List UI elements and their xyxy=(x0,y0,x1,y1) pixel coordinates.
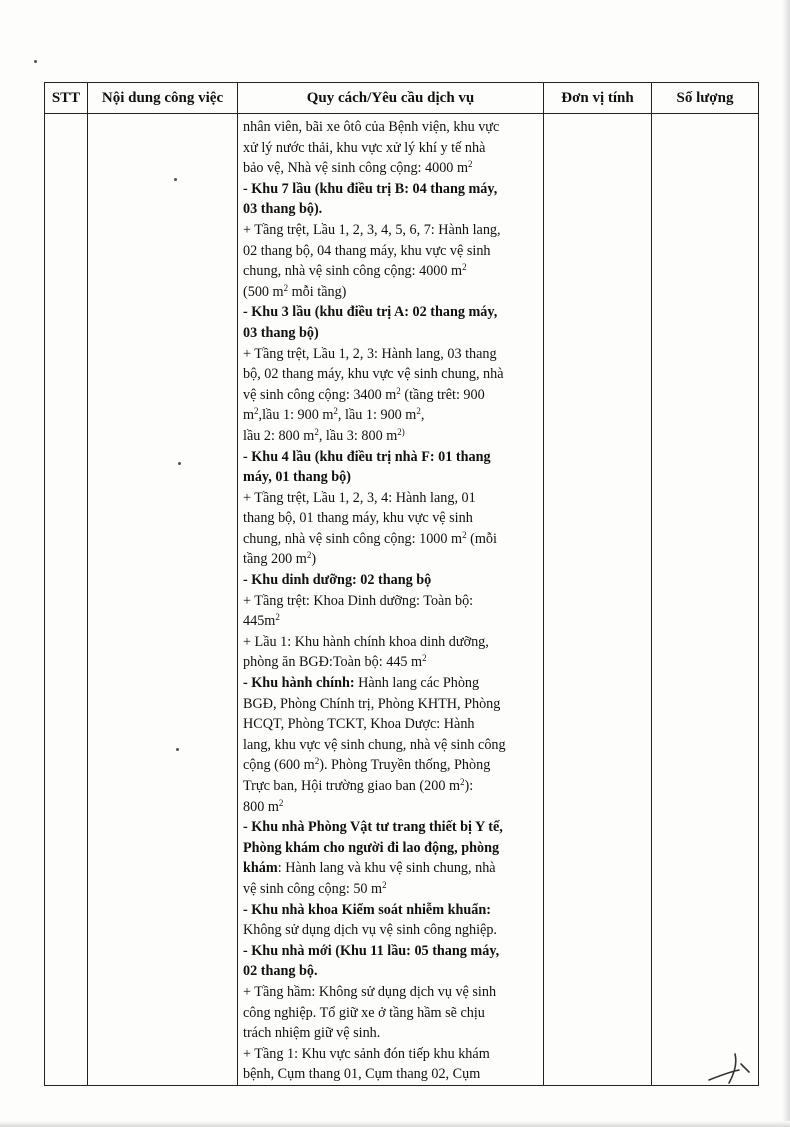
signature-mark xyxy=(705,1050,753,1086)
header-don-vi: Đơn vị tính xyxy=(544,83,652,114)
scan-speck xyxy=(34,60,37,63)
cell-stt xyxy=(45,114,88,1086)
cell-don-vi xyxy=(544,114,652,1086)
work-spec-table xyxy=(44,82,759,1086)
scan-bottom-shadow xyxy=(0,1121,790,1127)
header-so-luong: Số lượng xyxy=(652,83,759,114)
cell-noi-dung xyxy=(88,114,238,1086)
header-stt: STT xyxy=(45,83,88,114)
header-quy-cach: Quy cách/Yêu cầu dịch vụ xyxy=(238,83,544,114)
spec-text: nhân viên, bãi xe ôtô của Bệnh viện, khu vực xử lý nước thải, khu vực xử lý khí y tế nhà bảo vệ, Nhà vệ sinh công cộng: 4000 $m^2$ - Khu 7 lầu (khu điều trị B: 04 thang máy, 03 thang bộ). + Tầng trệt, Lầu 1, 2, 3, 4, 5, 6, 7: Hành lang, 02 thang bộ, 04 thang máy, khu vực vệ sinh chung, nhà vệ sinh công cộng: 4000 $m^2$ (500 $m^2$ mỗi tầng) - Khu 3 lầu (khu điều trị A: 02 thang máy, 03 thang bộ) + Tầng trệt, Lầu 1, 2, 3: Hành lang, 03 thang bộ, 02 thang máy, khu vực vệ sinh chung, nhà vệ sinh công cộng: 3400 $m^2$ (tầng trêt: 900 $m^2,lầu$ 1: 900 $m^2$, lầu 1: 900 $m^2$, lầu 2: 800 $m^2$, lầu 3: 800 $m^{2)}$ - Khu 4 lầu (khu điều trị nhà F: 01 thang máy, 01 thang bộ) + Tầng trệt, Lầu 1, 2, 3, 4: Hành lang, 01 thang bộ, 01 thang máy, khu vực vệ sinh chung, nhà vệ sinh công cộng: 1000 $m^2$ (mỗi tầng 200 $m^2$) - Khu dinh dưỡng: 02 thang bộ + Tầng trệt: Khoa Dinh dưỡng: Toàn bộ: $445m^2$ + Lầu 1: Khu hành chính khoa dinh dưỡng, phòng ăn BGĐ:Toàn bộ: 445 $m^2$ - Khu hành chính: Hành lang các Phòng BGĐ, Phòng Chính trị, Phòng KHTH, Phòng HCQT, Phòng TCKT, Khoa Dược: Hành lang, khu vực vệ sinh chung, nhà vệ sinh công cộng (600 $m^2$). Phòng Truyền thống, Phòng Trực ban, Hội trường giao ban (200 $m^2$): 800 $m^2$ - Khu nhà Phòng Vật tư trang thiết bị Y tế, Phòng khám cho người đi lao động, phòng khám: Hành lang và khu vệ sinh chung, nhà vệ sinh công cộng: 50 $m^2$ - Khu nhà khoa Kiểm soát nhiễm khuẩn: Không sử dụng dịch vụ vệ sinh công nghiệp. - Khu nhà mới (Khu 11 lầu: 05 thang máy, 02 thang bộ. + Tầng hầm: Không sử dụng dịch vụ vệ sinh công nghiệp. Tổ giữ xe ở tầng hầm sẽ chịu trách nhiệm giữ vệ sinh. + Tầng 1: Khu vực sảnh đón tiếp khu khám bệnh, Cụm thang 01, Cụm thang 02, Cụm xyxy=(243,119,506,1083)
table-header-row xyxy=(45,83,759,114)
table-row xyxy=(45,114,759,1086)
cell-quy-cach xyxy=(238,114,544,1086)
cell-so-luong xyxy=(652,114,759,1086)
scan-edge-shadow xyxy=(782,0,790,1127)
header-noi-dung: Nội dung công việc xyxy=(88,83,238,114)
